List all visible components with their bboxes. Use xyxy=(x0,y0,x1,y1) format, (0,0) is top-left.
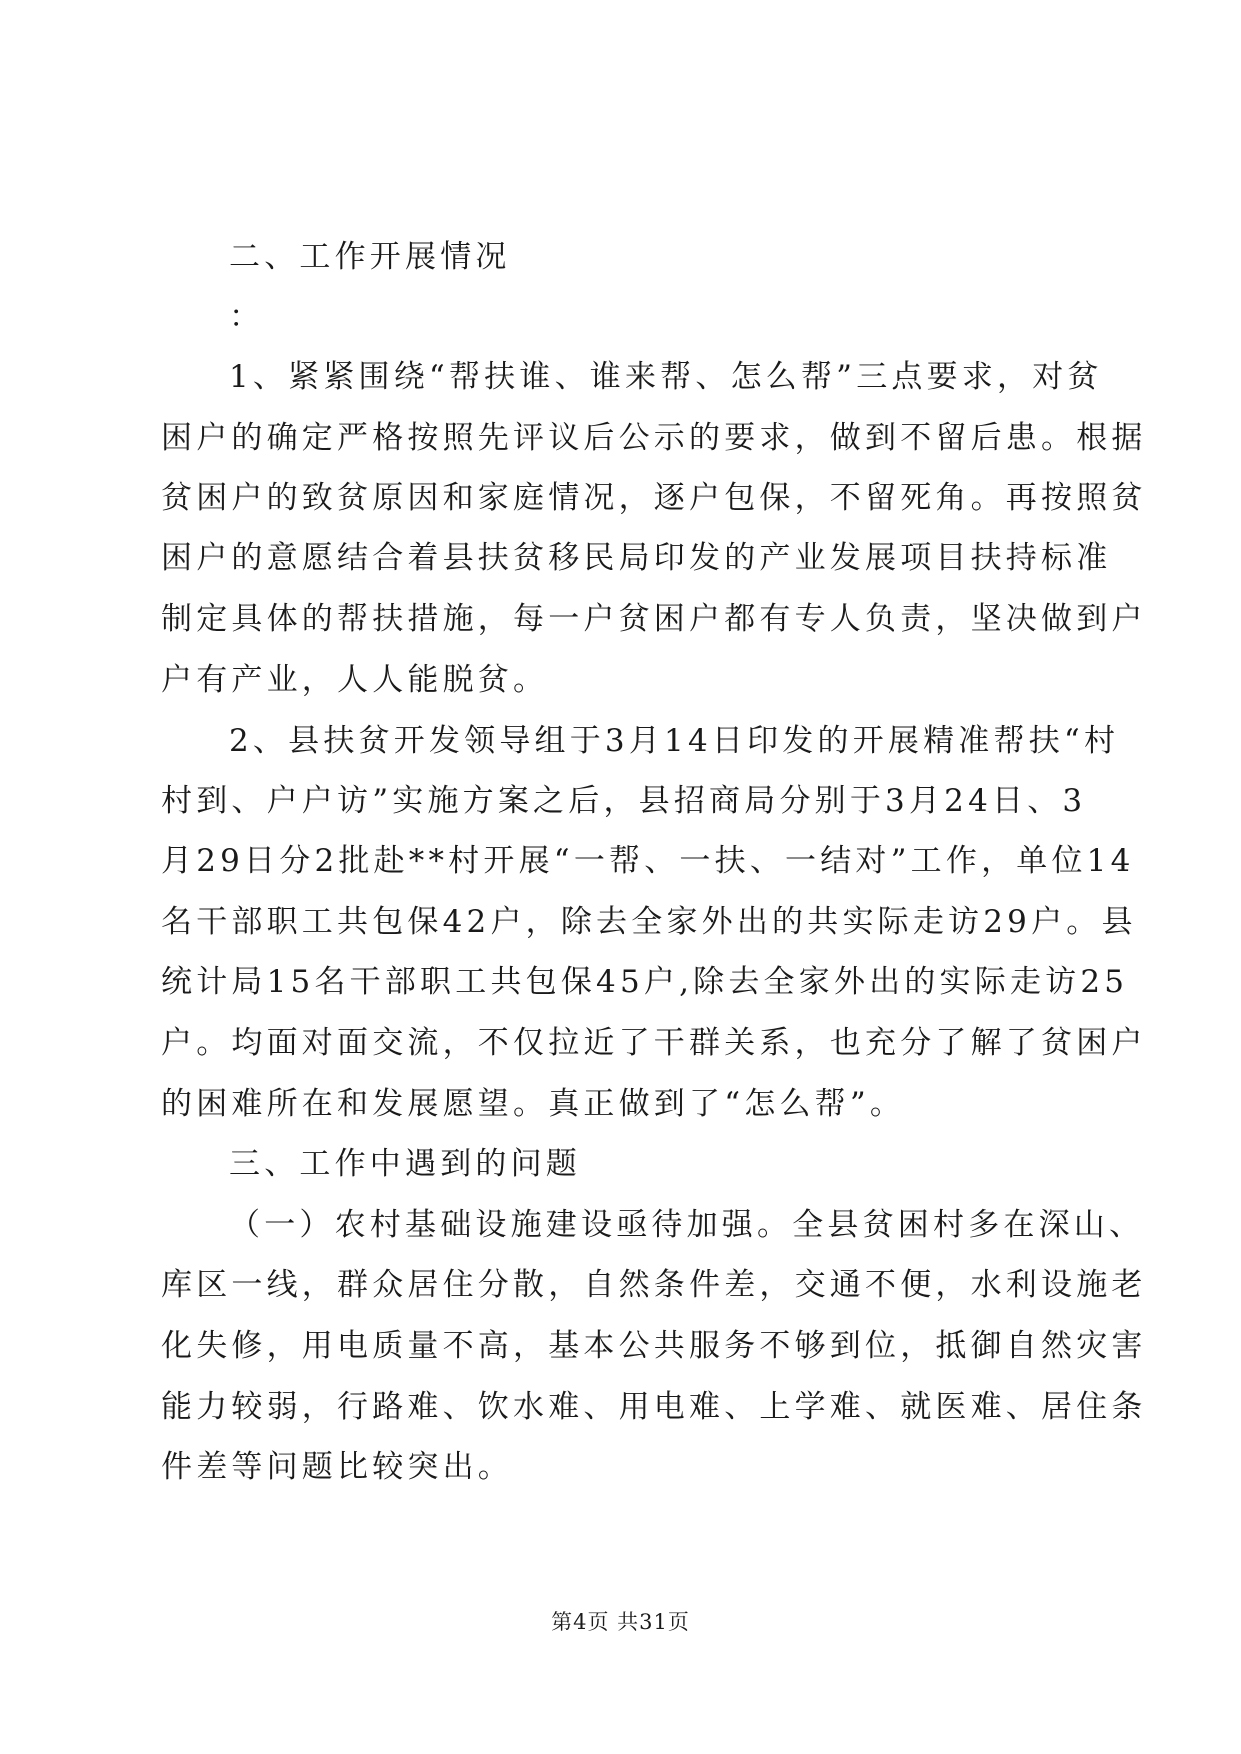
section-heading-problems: 三、工作中遇到的问题 xyxy=(229,1146,581,1182)
paragraph-2-line: 的困难所在和发展愿望。真正做到了“怎么帮”。 xyxy=(161,1086,906,1122)
paragraph-2-line: 村到、户户访”实施方案之后，县招商局分别于3月24日、3 xyxy=(161,783,1087,819)
paragraph-1-line: 制定具体的帮扶措施，每一户贫困户都有专人负责，坚决做到户 xyxy=(161,601,1147,637)
paragraph-2-line: 名干部职工共包保42户，除去全家外出的共实际走访29户。县 xyxy=(161,904,1137,940)
colon-line: ： xyxy=(229,299,265,335)
paragraph-1-line: 1、紧紧围绕“帮扶谁、谁来帮、怎么帮”三点要求，对贫 xyxy=(229,359,1103,395)
paragraph-3-line: 件差等问题比较突出。 xyxy=(161,1449,513,1485)
paragraph-1-line: 困户的确定严格按照先评议后公示的要求，做到不留后患。根据 xyxy=(161,420,1147,456)
paragraph-3-line: 能力较弱，行路难、饮水难、用电难、上学难、就医难、居住条 xyxy=(161,1389,1147,1425)
paragraph-2-line: 统计局15名干部职工共包保45户,除去全家外出的实际走访25 xyxy=(161,964,1129,1000)
paragraph-2-line: 2、县扶贫开发领导组于3月14日印发的开展精准帮扶“村 xyxy=(229,723,1120,759)
section-heading-work-progress: 二、工作开展情况 xyxy=(229,239,511,275)
paragraph-3-line: （一）农村基础设施建设亟待加强。全县贫困村多在深山、 xyxy=(229,1207,1145,1243)
page-footer: 第4页 共31页 xyxy=(551,1610,690,1634)
paragraph-3-line: 化失修，用电质量不高，基本公共服务不够到位，抵御自然灾害 xyxy=(161,1328,1147,1364)
paragraph-2-line: 月29日分2批赴**村开展“一帮、一扶、一结对”工作，单位14 xyxy=(161,843,1135,879)
paragraph-1-line: 困户的意愿结合着县扶贫移民局印发的产业发展项目扶持标准 xyxy=(161,540,1112,576)
paragraph-1-line: 贫困户的致贫原因和家庭情况，逐户包保，不留死角。再按照贫 xyxy=(161,480,1147,516)
paragraph-1-line: 户有产业，人人能脱贫。 xyxy=(161,662,549,698)
paragraph-2-line: 户。均面对面交流，不仅拉近了干群关系，也充分了解了贫困户 xyxy=(161,1025,1147,1061)
paragraph-3-line: 库区一线，群众居住分散，自然条件差，交通不便，水利设施老 xyxy=(161,1267,1147,1303)
